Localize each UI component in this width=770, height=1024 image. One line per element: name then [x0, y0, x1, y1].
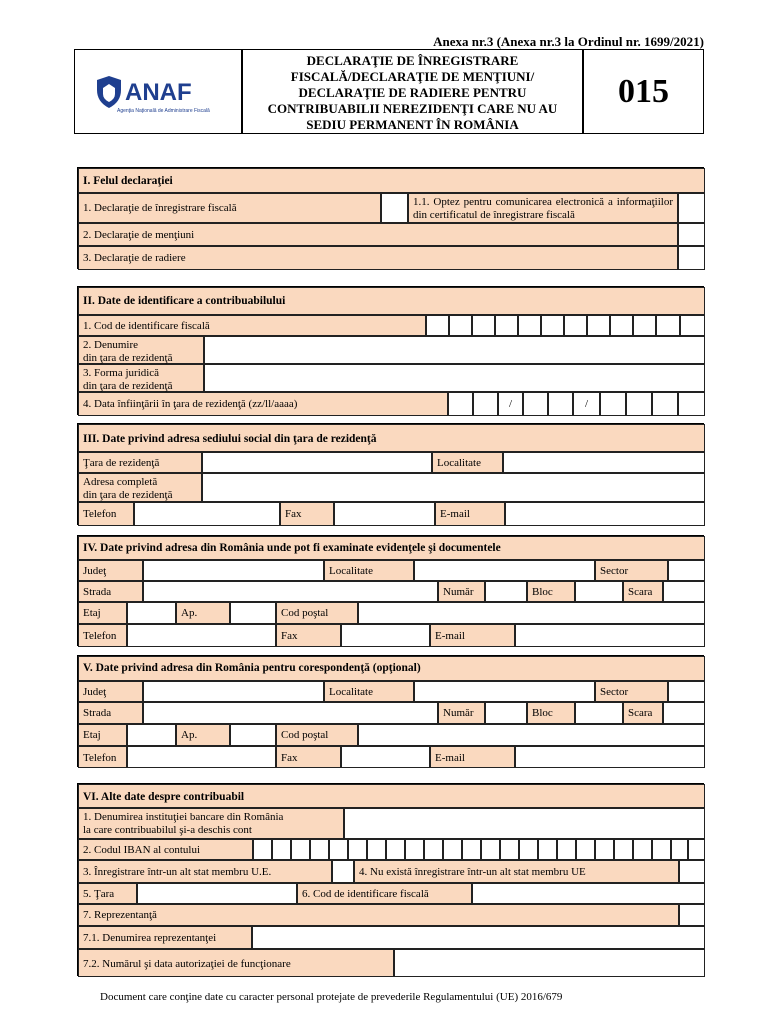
s1-radiere-checkbox[interactable] — [678, 246, 705, 270]
title-box — [242, 49, 583, 134]
s4-etaj-field[interactable] — [127, 602, 176, 624]
section-6 — [77, 783, 704, 976]
s2-forma-juridica-field[interactable] — [204, 364, 705, 392]
iban-char-box[interactable] — [443, 839, 462, 860]
s1-optez-checkbox[interactable] — [678, 193, 705, 223]
s5-sector-field[interactable] — [668, 681, 705, 702]
cif-digit-box[interactable] — [472, 315, 495, 336]
s3-localitate-field[interactable] — [503, 452, 705, 473]
s5-telefon-label: Telefon — [78, 746, 127, 768]
section-4-title: IV. Date privind adresa din România unde pot fi examinate evidenţele şi documentele — [78, 536, 705, 560]
cif-digit-box[interactable] — [680, 315, 705, 336]
s3-email-label: E-mail — [435, 502, 505, 526]
iban-char-box[interactable] — [386, 839, 405, 860]
s5-numar-label: Număr — [438, 702, 485, 724]
svg-text:ANAF: ANAF — [125, 79, 192, 106]
form-code-box — [583, 49, 704, 134]
anaf-logo-icon — [75, 50, 243, 135]
iban-char-box[interactable] — [310, 839, 329, 860]
s5-etaj-field[interactable] — [127, 724, 176, 746]
s5-fax-label: Fax — [276, 746, 341, 768]
section-2 — [77, 286, 704, 415]
s5-cod-postal-field[interactable] — [358, 724, 705, 746]
form-title-line-5: SEDIU PERMANENT ÎN ROMÂNIA — [306, 117, 519, 132]
s5-judet-field[interactable] — [143, 681, 324, 702]
s5-telefon-field[interactable] — [127, 746, 276, 768]
s2-denumire-label: 2. Denumire din ţara de rezidenţă — [78, 336, 204, 364]
section-1 — [77, 167, 704, 269]
s5-bloc-field[interactable] — [575, 702, 623, 724]
s3-telefon-field[interactable] — [134, 502, 280, 526]
s3-fax-label: Fax — [280, 502, 334, 526]
cif-digit-box[interactable] — [426, 315, 449, 336]
s4-strada-label: Strada — [78, 581, 143, 602]
iban-char-box[interactable] — [291, 839, 310, 860]
s5-strada-field[interactable] — [143, 702, 438, 724]
s6-autorizatie-field[interactable] — [394, 949, 705, 977]
s4-email-label: E-mail — [430, 624, 515, 647]
iban-char-box[interactable] — [633, 839, 652, 860]
s3-telefon-label: Telefon — [78, 502, 134, 526]
iban-char-box[interactable] — [557, 839, 576, 860]
section-5 — [77, 655, 704, 767]
s2-cif-label: 1. Cod de identificare fiscală — [78, 315, 426, 336]
iban-char-box[interactable] — [688, 839, 705, 860]
s1-row-radiere-label: 3. Declaraţie de radiere — [78, 246, 678, 270]
s1-row-mentiuni-label: 2. Declaraţie de menţiuni — [78, 223, 678, 246]
s5-sector-label: Sector — [595, 681, 668, 702]
date-day-box[interactable] — [448, 392, 473, 416]
s4-numar-field[interactable] — [485, 581, 527, 602]
s5-email-field[interactable] — [515, 746, 705, 768]
s4-ap-field[interactable] — [230, 602, 276, 624]
s6-nu-exista-label: 4. Nu există înregistrare într-un alt stat membru UE — [354, 860, 679, 883]
iban-char-box[interactable] — [253, 839, 272, 860]
s5-localitate-field[interactable] — [414, 681, 595, 702]
s2-denumire-field[interactable] — [204, 336, 705, 364]
s3-tara-label: Ţara de rezidenţă — [78, 452, 202, 473]
iban-char-box[interactable] — [462, 839, 481, 860]
s3-adresa-field[interactable] — [202, 473, 705, 502]
iban-char-box[interactable] — [367, 839, 386, 860]
s6-cif-label: 6. Cod de identificare fiscală — [297, 883, 472, 904]
iban-char-box[interactable] — [671, 839, 688, 860]
section-1-title: I. Felul declaraţiei — [78, 168, 705, 193]
gdpr-footer-note: Document care conţine date cu caracter personal protejate de prevederile Regulamentului (UE) 2016/679 — [100, 991, 563, 1003]
s6-banca-label: 1. Denumirea instituţiei bancare din România la care contribuabilul şi-a deschis cont — [78, 808, 344, 839]
s5-numar-field[interactable] — [485, 702, 527, 724]
iban-char-box[interactable] — [595, 839, 614, 860]
s6-tara-label: 5. Ţara — [78, 883, 137, 904]
iban-char-box[interactable] — [405, 839, 424, 860]
s1-optez-label: 1.1. Optez pentru comunicarea electronică a informaţiilor din certificatul de înregistrare fiscală — [408, 193, 678, 223]
s1-row-inregistrare-label: 1. Declaraţie de înregistrare fiscală — [78, 193, 381, 223]
cif-digit-box[interactable] — [449, 315, 472, 336]
cif-digit-box[interactable] — [610, 315, 633, 336]
s1-inregistrare-checkbox[interactable] — [381, 193, 408, 223]
cif-digit-box[interactable] — [587, 315, 610, 336]
date-year-box[interactable] — [652, 392, 678, 416]
iban-char-box[interactable] — [519, 839, 538, 860]
cif-digit-box[interactable] — [541, 315, 564, 336]
s4-scara-label: Scara — [623, 581, 663, 602]
date-month-box[interactable] — [548, 392, 573, 416]
s3-adresa-label: Adresa completă din ţara de rezidenţă — [78, 473, 202, 502]
cif-digit-box[interactable] — [518, 315, 541, 336]
s5-bloc-label: Bloc — [527, 702, 575, 724]
s6-tara-field[interactable] — [137, 883, 297, 904]
s6-alt-stat-label: 3. Înregistrare într-un alt stat membru U.E. — [78, 860, 332, 883]
form-title-line-4: CONTRIBUABILII NEREZIDENŢI CARE NU AU — [267, 101, 558, 116]
form-title-line-3: DECLARAŢIE DE RADIERE PENTRU — [298, 85, 527, 100]
iban-char-box[interactable] — [272, 839, 291, 860]
s4-bloc-field[interactable] — [575, 581, 623, 602]
logo-box — [74, 49, 242, 134]
form-title-line-2: FISCALĂ/DECLARAŢIE DE MENŢIUNI/ — [290, 69, 535, 84]
s5-judet-label: Judeţ — [78, 681, 143, 702]
date-separator: / — [573, 392, 600, 416]
annex-reference: Anexa nr.3 (Anexa nr.3 la Ordinul nr. 1699/2021) — [433, 34, 704, 49]
cif-digit-box[interactable] — [564, 315, 587, 336]
s6-iban-label: 2. Codul IBAN al contului — [78, 839, 253, 860]
date-month-box[interactable] — [523, 392, 548, 416]
section-3-title: III. Date privind adresa sediului social din ţara de rezidenţă — [78, 424, 705, 452]
s3-localitate-label: Localitate — [432, 452, 503, 473]
iban-char-box[interactable] — [500, 839, 519, 860]
iban-char-box[interactable] — [652, 839, 671, 860]
s5-scara-label: Scara — [623, 702, 663, 724]
s6-alt-stat-checkbox[interactable] — [332, 860, 354, 883]
s1-mentiuni-checkbox[interactable] — [678, 223, 705, 246]
iban-char-box[interactable] — [481, 839, 500, 860]
date-year-box[interactable] — [600, 392, 626, 416]
s5-ap-field[interactable] — [230, 724, 276, 746]
s5-email-label: E-mail — [430, 746, 515, 768]
s6-iban-boxes — [253, 839, 705, 860]
s6-denumire-reprezentanta-field[interactable] — [252, 926, 705, 949]
s4-numar-label: Număr — [438, 581, 485, 602]
cif-digit-box[interactable] — [495, 315, 518, 336]
iban-char-box[interactable] — [424, 839, 443, 860]
cif-digit-box[interactable] — [633, 315, 656, 336]
s4-etaj-label: Etaj — [78, 602, 127, 624]
s6-reprezentanta-label: 7. Reprezentanţă — [78, 904, 679, 926]
s4-cod-postal-label: Cod poştal — [276, 602, 358, 624]
section-4 — [77, 535, 704, 646]
s6-nu-exista-checkbox[interactable] — [679, 860, 705, 883]
s4-fax-label: Fax — [276, 624, 341, 647]
s6-cif-field[interactable] — [472, 883, 705, 904]
s6-reprezentanta-checkbox[interactable] — [679, 904, 705, 926]
s4-strada-field[interactable] — [143, 581, 438, 602]
s6-autorizatie-label: 7.2. Numărul şi data autorizaţiei de funcţionare — [78, 949, 394, 977]
s6-banca-field[interactable] — [344, 808, 705, 839]
iban-char-box[interactable] — [614, 839, 633, 860]
s5-scara-field[interactable] — [663, 702, 705, 724]
s4-scara-field[interactable] — [663, 581, 705, 602]
date-year-box[interactable] — [626, 392, 652, 416]
s3-tara-field[interactable] — [202, 452, 432, 473]
svg-text:Agenţia Naţională de Administr: Agenţia Naţională de Administrare Fiscală — [117, 108, 210, 114]
section-6-title: VI. Alte date despre contribuabil — [78, 784, 705, 808]
s5-strada-label: Strada — [78, 702, 143, 724]
s4-cod-postal-field[interactable] — [358, 602, 705, 624]
date-separator: / — [498, 392, 523, 416]
s3-fax-field[interactable] — [334, 502, 435, 526]
iban-char-box[interactable] — [348, 839, 367, 860]
s6-denumire-reprezentanta-label: 7.1. Denumirea reprezentanţei — [78, 926, 252, 949]
s4-email-field[interactable] — [515, 624, 705, 647]
s4-telefon-field[interactable] — [127, 624, 276, 647]
iban-char-box[interactable] — [576, 839, 595, 860]
s3-email-field[interactable] — [505, 502, 705, 526]
date-day-box[interactable] — [473, 392, 498, 416]
iban-char-box[interactable] — [538, 839, 557, 860]
s4-sector-field[interactable] — [668, 560, 705, 581]
section-3 — [77, 423, 704, 525]
s5-cod-postal-label: Cod poştal — [276, 724, 358, 746]
s4-telefon-label: Telefon — [78, 624, 127, 647]
form-title-line-1: DECLARAŢIE DE ÎNREGISTRARE — [306, 53, 519, 68]
s4-localitate-label: Localitate — [324, 560, 414, 581]
cif-digit-box[interactable] — [656, 315, 680, 336]
s5-localitate-label: Localitate — [324, 681, 414, 702]
s2-forma-juridica-label: 3. Forma juridică din ţara de rezidenţă — [78, 364, 204, 392]
section-2-title: II. Date de identificare a contribuabilului — [78, 287, 705, 315]
s4-bloc-label: Bloc — [527, 581, 575, 602]
s5-fax-field[interactable] — [341, 746, 430, 768]
s5-etaj-label: Etaj — [78, 724, 127, 746]
s4-sector-label: Sector — [595, 560, 668, 581]
form-code: 015 — [618, 73, 669, 110]
s2-cif-boxes — [426, 315, 705, 336]
s4-ap-label: Ap. — [176, 602, 230, 624]
s4-localitate-field[interactable] — [414, 560, 595, 581]
s4-judet-label: Judeţ — [78, 560, 143, 581]
iban-char-box[interactable] — [329, 839, 348, 860]
s4-judet-field[interactable] — [143, 560, 324, 581]
section-5-title: V. Date privind adresa din România pentru corespondenţă (opţional) — [78, 656, 705, 681]
date-year-box[interactable] — [678, 392, 705, 416]
s5-ap-label: Ap. — [176, 724, 230, 746]
s2-data-infiintarii-label: 4. Data înfiinţării în ţara de rezidenţă (zz/ll/aaaa) — [78, 392, 448, 416]
s4-fax-field[interactable] — [341, 624, 430, 647]
